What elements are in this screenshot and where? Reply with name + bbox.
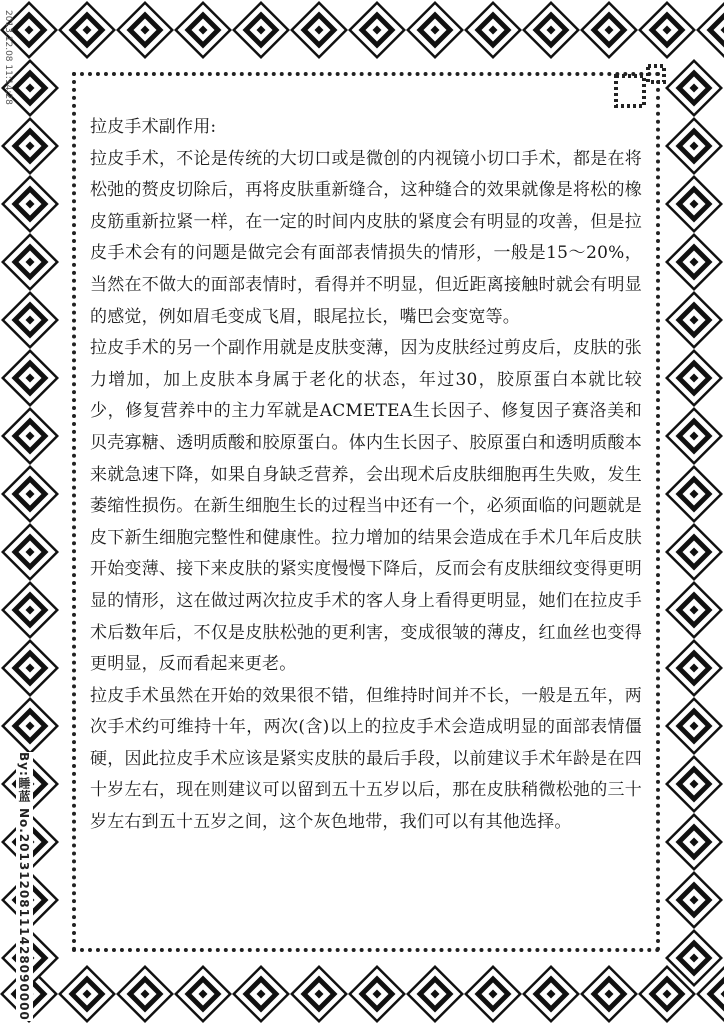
border-diamond-left bbox=[1, 233, 59, 291]
border-diamond-bottom bbox=[348, 965, 406, 1023]
border-diamond-top bbox=[522, 1, 580, 59]
border-diamond-right bbox=[665, 581, 723, 639]
border-diamond-left bbox=[1, 639, 59, 697]
border-diamond-top bbox=[580, 1, 638, 59]
border-diamond-top bbox=[638, 1, 696, 59]
corner-ornament-icon bbox=[612, 62, 668, 112]
border-diamond-left bbox=[1, 349, 59, 407]
paragraph-2: 拉皮手术的另一个副作用就是皮肤变薄，因为皮肤经过剪皮后，皮肤的张力增加，加上皮肤本身属于老化的状态，年过30，胶原蛋白本就比较少，修复营养中的主力军就是ACMETEA生长因子、修复因子赛洛美和贝壳寡糖、透明质酸和胶原蛋白。体内生长因子、胶原蛋白和透明质酸本来就急速下降，如果自身缺乏营养，会出现术后皮肤细胞再生失败，发生萎缩性损伤。在新生细胞生长的过程当中还有一个，必须面临的问题就是皮下新生细胞完整性和健康性。拉力增加的结果会造成在手术几年后皮肤开始变薄、接下来皮肤的紧实度慢慢下降后，反而会有皮肤细纹变得更明显的情形，这在做过两次拉皮手术的客人身上看得更明显，她们在拉皮手术后数年后，不仅是皮肤松弛的更利害，变成很皱的薄皮，红血丝也变得更明显，反而看起来更老。 bbox=[90, 338, 642, 675]
border-diamond-left bbox=[1, 291, 59, 349]
paragraph-1: 拉皮手术，不论是传统的大切口或是微创的内视镜小切口手术，都是在将松弛的赘皮切除后，再将皮肤重新缝合，这种缝合的效果就像是将松的橡皮筋重新拉紧一样，在一定的时间内皮肤的紧度会有明显的攻善，但是拉皮手术会有的问题是做完会有面部表情损失的情形，一般是15～20%，当然在不做大的面部表情时，看得并不明显，但近距离接触时就会有明显的感觉，例如眉毛变成飞眉，眼尾拉长，嘴巴会变宽等。 bbox=[90, 148, 642, 327]
border-diamond-right bbox=[665, 59, 723, 117]
article-title: 拉皮手术副作用: bbox=[90, 117, 217, 137]
border-diamond-left bbox=[1, 523, 59, 581]
border-diamond-top bbox=[174, 1, 232, 59]
border-diamond-top bbox=[696, 1, 724, 59]
border-diamond-left bbox=[1, 117, 59, 175]
border-diamond-top bbox=[58, 1, 116, 59]
border-diamond-bottom bbox=[290, 965, 348, 1023]
border-diamond-right bbox=[665, 465, 723, 523]
border-diamond-right bbox=[665, 813, 723, 871]
border-diamond-top bbox=[348, 1, 406, 59]
border-diamond-top bbox=[116, 1, 174, 59]
border-diamond-top bbox=[290, 1, 348, 59]
border-diamond-left bbox=[1, 175, 59, 233]
side-code-text: 2013.12.08 11:14:28 bbox=[3, 10, 13, 105]
border-diamond-bottom bbox=[522, 965, 580, 1023]
watermark-text: By:睡蓝 No.20131208111428090000 bbox=[17, 752, 31, 1021]
border-diamond-left bbox=[1, 581, 59, 639]
border-diamond-right bbox=[665, 639, 723, 697]
border-diamond-bottom bbox=[174, 965, 232, 1023]
border-diamond-right bbox=[665, 233, 723, 291]
border-diamond-bottom bbox=[580, 965, 638, 1023]
border-diamond-right bbox=[665, 175, 723, 233]
border-diamond-right bbox=[665, 697, 723, 755]
border-diamond-right bbox=[665, 291, 723, 349]
border-diamond-top bbox=[406, 1, 464, 59]
border-diamond-right bbox=[665, 117, 723, 175]
border-diamond-bottom bbox=[116, 965, 174, 1023]
border-diamond-bottom bbox=[464, 965, 522, 1023]
border-diamond-right bbox=[665, 523, 723, 581]
article-body bbox=[90, 112, 642, 839]
border-diamond-left bbox=[1, 465, 59, 523]
border-diamond-bottom bbox=[232, 965, 290, 1023]
border-diamond-top bbox=[464, 1, 522, 59]
paragraph-3: 拉皮手术虽然在开始的效果很不错，但维持时间并不长，一般是五年，两次手术约可维持十年，两次(含)以上的拉皮手术会造成明显的面部表情僵硬，因此拉皮手术应该是紧实皮肤的最后手段，以前建议手术年龄是在四十岁左右，现在则建议可以留到五十五岁以后，那在皮肤稍微松弛的三十岁左右到五十五岁之间，这个灰色地带，我们可以有其他选择。 bbox=[90, 685, 642, 833]
border-diamond-right bbox=[665, 871, 723, 929]
border-diamond-left bbox=[1, 697, 59, 755]
border-diamond-top bbox=[232, 1, 290, 59]
border-diamond-left bbox=[1, 407, 59, 465]
border-diamond-bottom bbox=[406, 965, 464, 1023]
border-diamond-bottom bbox=[58, 965, 116, 1023]
border-diamond-right bbox=[665, 349, 723, 407]
border-diamond-right bbox=[665, 407, 723, 465]
border-diamond-right bbox=[665, 755, 723, 813]
